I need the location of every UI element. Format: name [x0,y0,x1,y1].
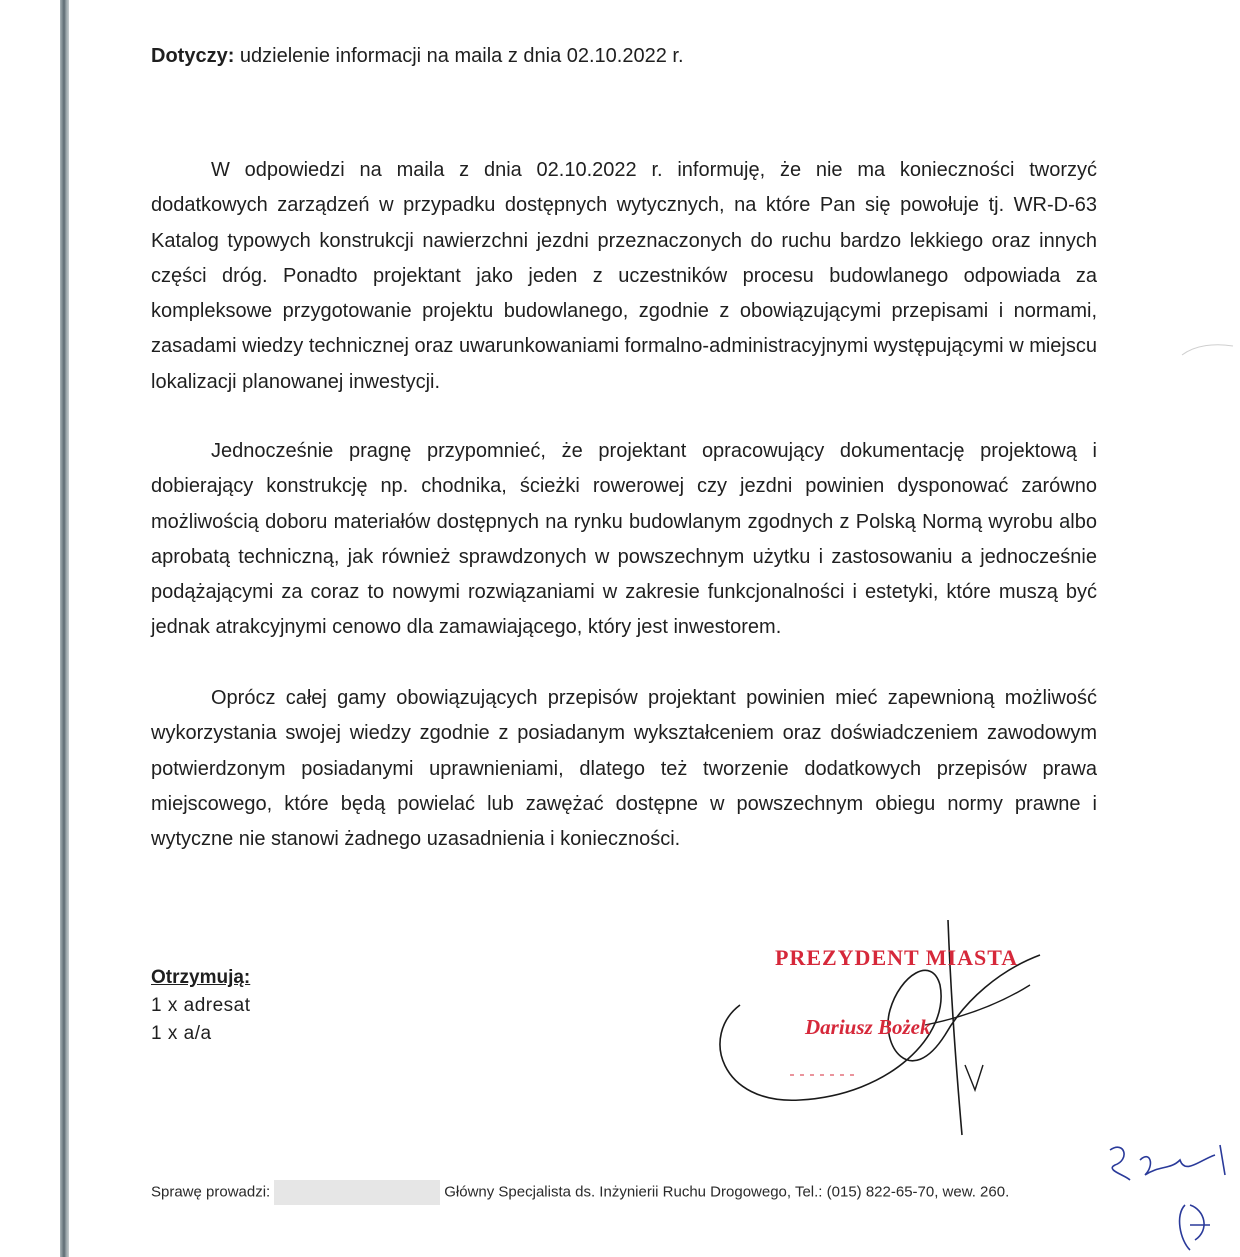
recipient-line-2: 1 x a/a [151,1023,212,1044]
redacted-name [274,1180,440,1205]
stamp-name: Dariusz Bożek [805,1015,931,1039]
stamp-title: PREZYDENT MIASTA [775,945,1019,970]
footer-line [151,1180,1009,1205]
margin-pencil-mark [1180,340,1235,360]
recipient-line-1: 1 x adresat [151,995,251,1016]
initials-mark [1090,1130,1240,1257]
paragraph-3: Oprócz całej gamy obowiązujących przepisów projektant powinien mieć zapewnioną możliwość wykorzystania swojej wiedzy zgodnie z posiadanym wykształceniem oraz doświadczeniem zawodowym potwierdzonym posiadanymi uprawnieniami, dlatego też tworzenie dodatkowych przepisów prawa miejscowego, które będą powielać lub zawężać dostępne w powszechnym obiegu normy prawne i wytyczne nie stanowi żadnego uzasadnienia i konieczności. [151,687,1097,851]
scan-edge [60,0,69,1257]
recipients-heading: Otrzymują: [151,967,251,988]
paragraph-2: Jednocześnie pragnę przypomnieć, że projektant opracowujący dokumentację projektową i dobierający konstrukcję np. chodnika, ścieżki rowerowej czy jezdni powinien dysponować zarówno możliwością doboru materiałów dostępnych na rynku budowlanym zgodnych z Polską Normą wyrobu albo aprobatą techniczną, jak również sprawdzonych w powszechnym użytku i zastosowaniu a jednocześnie podążającymi za coraz to nowymi rozwiązaniami w zakresie funkcjonalności i estetyki, które muszą być jednak atrakcyjnymi cenowo dla zamawiającego, który jest inwestorem. [151,440,1097,639]
recipients-block [151,964,251,1048]
footer-suffix: Główny Specjalista ds. Inżynierii Ruchu Drogowego, Tel.: (015) 822-65-70, wew. 260. [444,1183,1010,1201]
signature-stamp [700,915,1060,1145]
subject-label: Dotyczy: [151,45,235,67]
subject-line [151,45,684,68]
paragraph-1: W odpowiedzi na maila z dnia 02.10.2022 r. informuję, że nie ma konieczności tworzyć dodatkowych zarządzeń w przypadku dostępnych wytycznych, na które Pan się powołuje tj. WR-D-63 Katalog typowych konstrukcji nawierzchni jezdni przeznaczonych do ruchu bardzo lekkiego oraz innych części dróg. Ponadto projektant jako jeden z uczestników procesu budowlanego odpowiada za kompleksowe przygotowanie projektu budowlanego, zgodnie z obowiązującymi przepisami i normami, zasadami wiedzy technicznej oraz uwarunkowaniami formalno-administracyjnymi występującymi w miejscu lokalizacji planowanej inwestycji. [151,159,1097,393]
footer-prefix: Sprawę prowadzi: [151,1183,271,1201]
subject-text: udzielenie informacji na maila z dnia 02.10.2022 r. [234,45,684,67]
